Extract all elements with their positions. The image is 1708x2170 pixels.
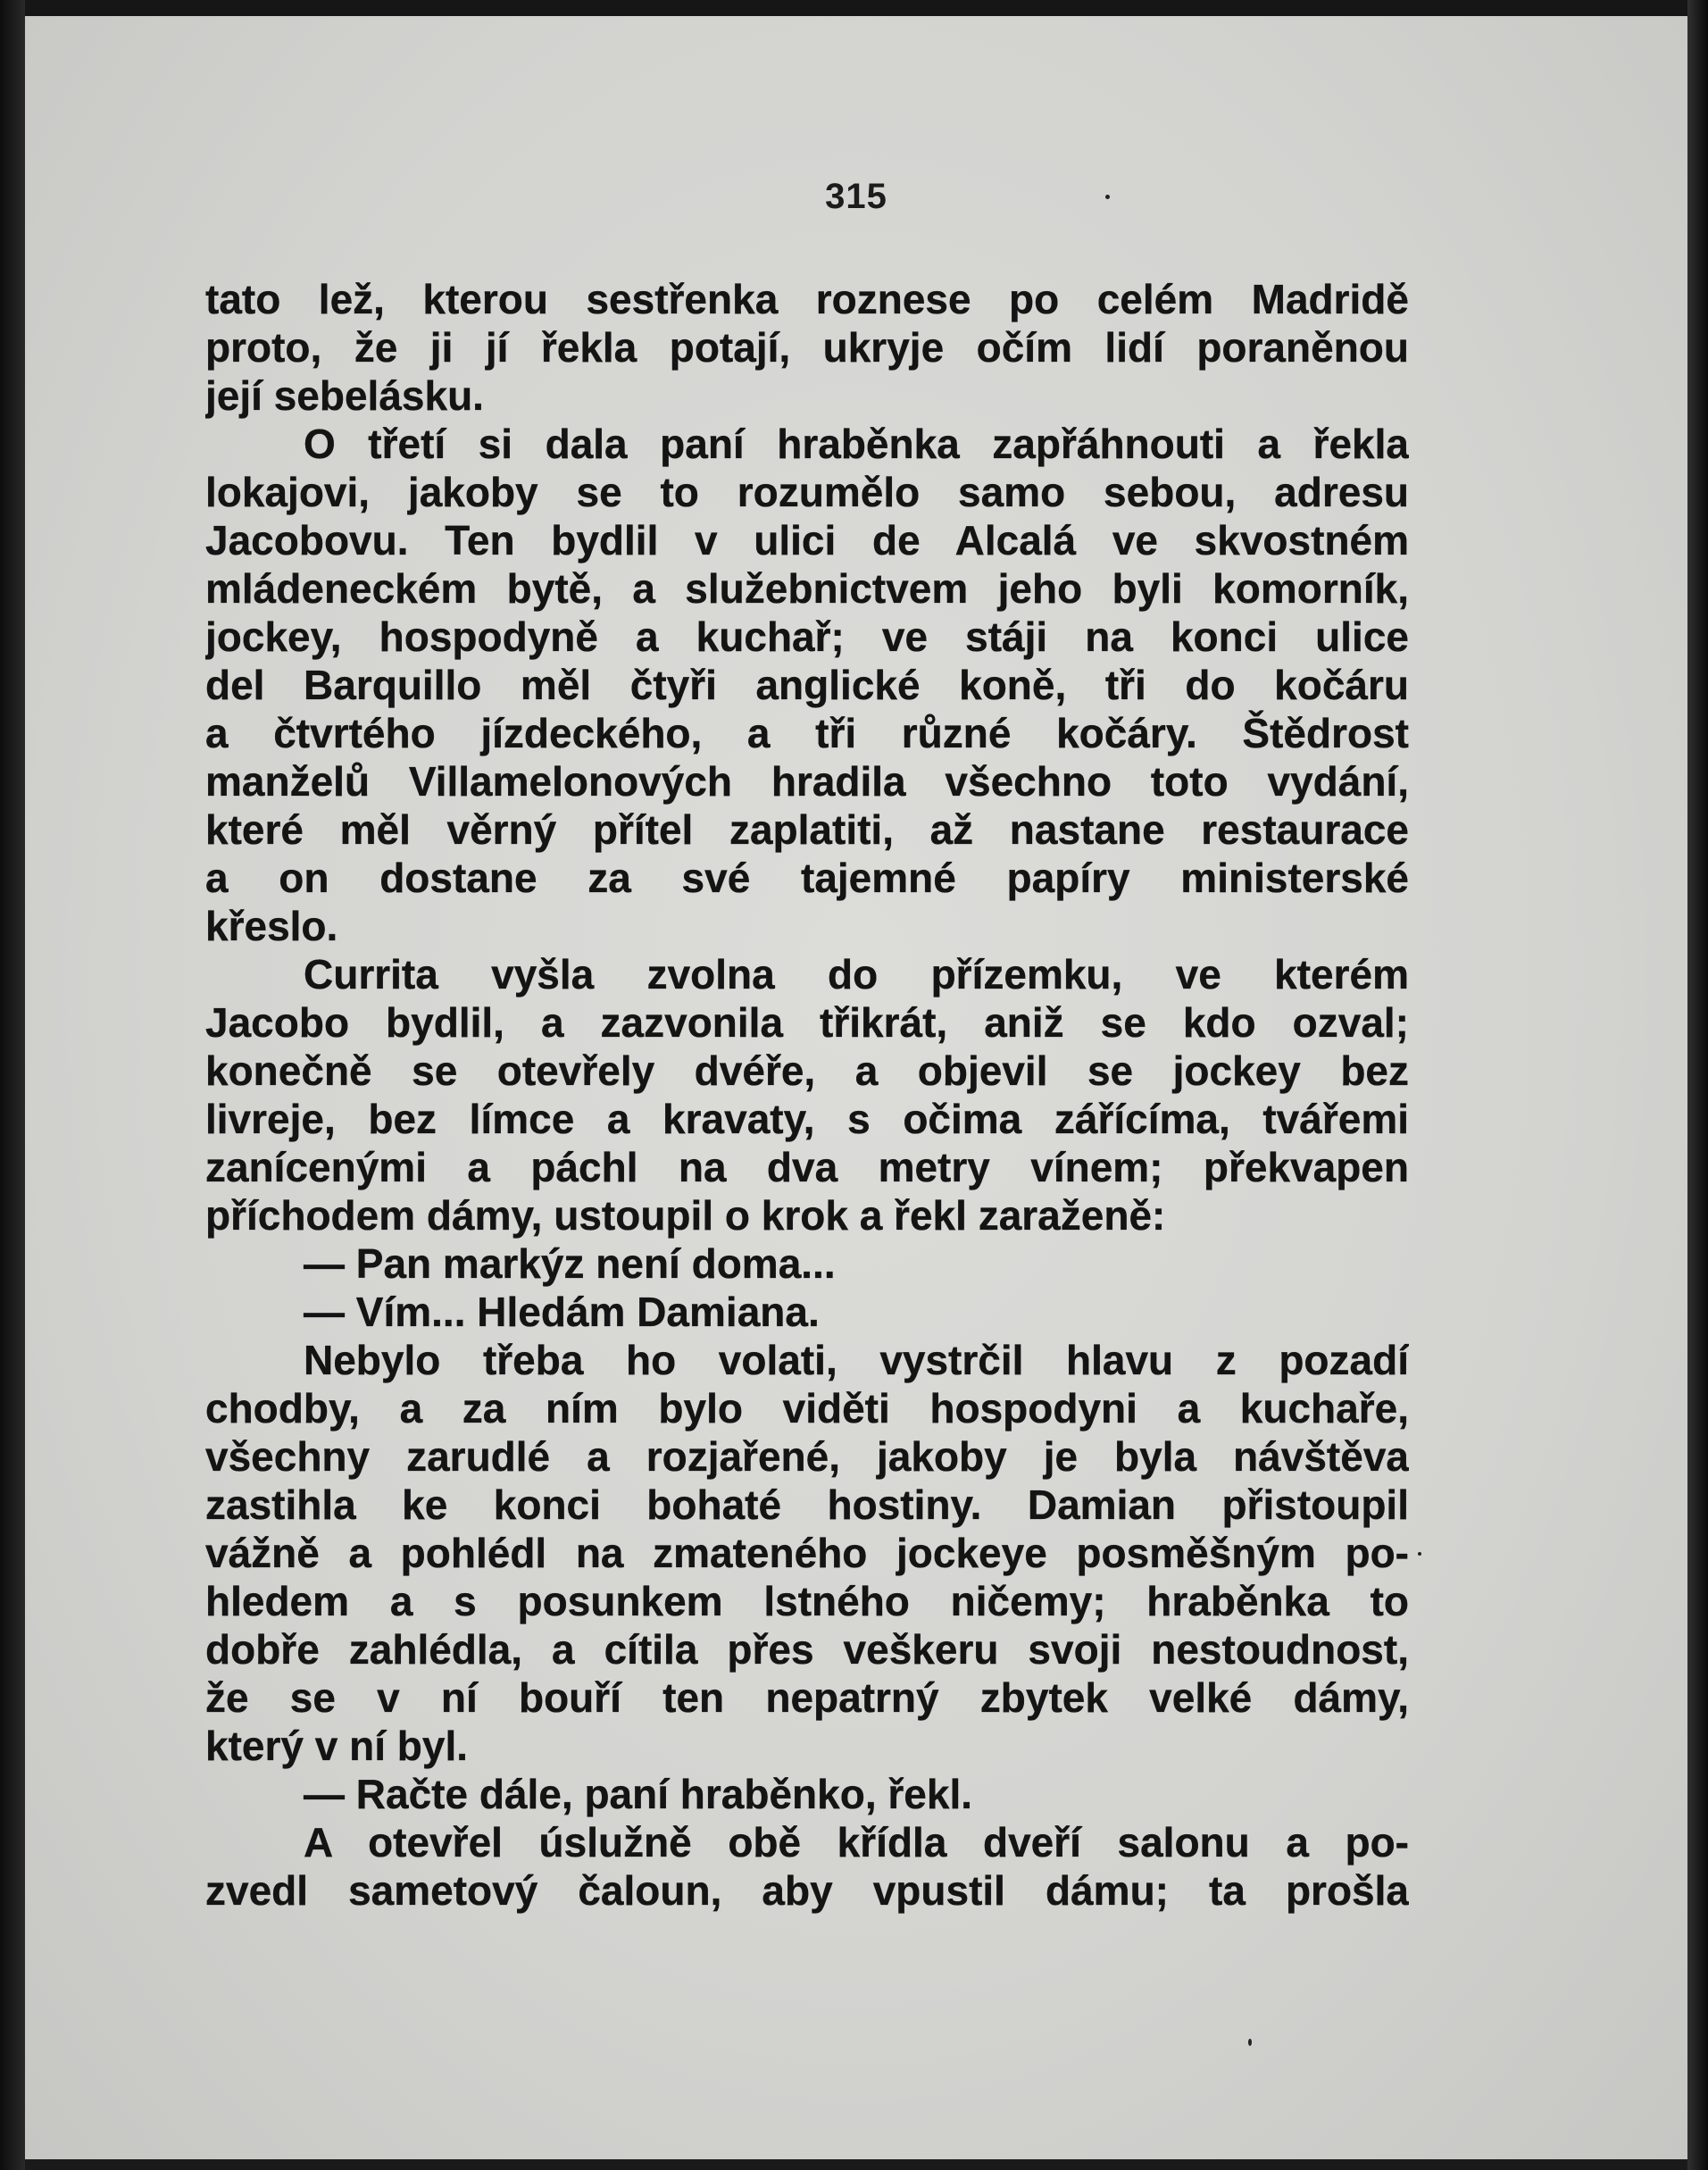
- text-line: a on dostane za své tajemné papíry ministerské: [205, 855, 1409, 901]
- book-page: [25, 16, 1687, 2159]
- text-line: všechny zarudlé a rozjařené, jakoby je byla návštěva: [205, 1433, 1409, 1480]
- scan-speck: [1418, 1552, 1421, 1556]
- text-line: O třetí si dala paní hraběnka zapřáhnouti a řekla: [304, 421, 1409, 467]
- text-line: její sebelásku.: [205, 372, 484, 419]
- text-line: mládeneckém bytě, a služebnictvem jeho byli komorník,: [205, 565, 1409, 612]
- text-line: proto, že ji jí řekla potají, ukryje očím lidí poraněnou: [205, 324, 1409, 371]
- text-line: Currita vyšla zvolna do přízemku, ve kterém: [304, 951, 1409, 997]
- text-line: který v ní byl.: [205, 1723, 469, 1769]
- text-line: chodby, a za ním bylo viděti hospodyni a kuchaře,: [205, 1385, 1409, 1431]
- text-line: že se v ní bouří ten nepatrný zbytek velké dámy,: [205, 1674, 1409, 1721]
- text-line: lokajovi, jakoby se to rozumělo samo sebou, adresu: [205, 469, 1409, 515]
- text-line: křeslo.: [205, 903, 338, 949]
- text-line: které měl věrný přítel zaplatiti, až nastane restaurace: [205, 806, 1409, 853]
- text-line: tato lež, kterou sestřenka roznese po celém Madridě: [205, 276, 1409, 322]
- text-line: Nebylo třeba ho volati, vystrčil hlavu z pozadí: [304, 1337, 1409, 1383]
- page-number: 315: [825, 177, 887, 216]
- scan-left-edge: [0, 0, 25, 2170]
- text-line: jockey, hospodyně a kuchař; ve stáji na konci ulice: [205, 613, 1409, 660]
- scan-right-edge: [1687, 0, 1708, 2170]
- dialog-line: — Pan markýz není doma...: [304, 1240, 836, 1287]
- text-line: konečně se otevřely dvéře, a objevil se jockey bez: [205, 1047, 1409, 1094]
- text-line: zvedl sametový čaloun, aby vpustil dámu; ta prošla: [205, 1867, 1409, 1914]
- text-line: manželů Villamelonových hradila všechno toto vydání,: [205, 758, 1409, 805]
- text-line: livreje, bez límce a kravaty, s očima zářícíma, tvářemi: [205, 1096, 1409, 1142]
- scan-top-edge: [0, 0, 1708, 16]
- dialog-line: — Vím... Hledám Damiana.: [304, 1289, 820, 1335]
- text-line: Jacobovu. Ten bydlil v ulici de Alcalá ve skvostném: [205, 517, 1409, 563]
- text-line: vážně a pohlédl na zmateného jockeye posměšným po-: [205, 1530, 1409, 1576]
- text-line: zanícenými a páchl na dva metry vínem; překvapen: [205, 1144, 1409, 1190]
- text-line: a čtvrtého jízdeckého, a tři různé kočáry. Štědrost: [205, 710, 1409, 756]
- text-line: příchodem dámy, ustoupil o krok a řekl zaraženě:: [205, 1192, 1166, 1239]
- body-text: [205, 275, 1409, 1915]
- text-line: zastihla ke konci bohaté hostiny. Damian přistoupil: [205, 1481, 1409, 1528]
- text-line: dobře zahlédla, a cítila přes veškeru svoji nestoudnost,: [205, 1626, 1409, 1673]
- text-line: del Barquillo měl čtyři anglické koně, tři do kočáru: [205, 662, 1409, 708]
- text-line: Jacobo bydlil, a zazvonila třikrát, aniž se kdo ozval;: [205, 999, 1409, 1046]
- text-line: A otevřel úslužně obě křídla dveří salonu a po-: [304, 1819, 1409, 1865]
- text-line: hledem a s posunkem lstného ničemy; hraběnka to: [205, 1578, 1409, 1624]
- scan-speck: [1248, 2039, 1252, 2046]
- dialog-line: — Račte dále, paní hraběnko, řekl.: [304, 1771, 973, 1817]
